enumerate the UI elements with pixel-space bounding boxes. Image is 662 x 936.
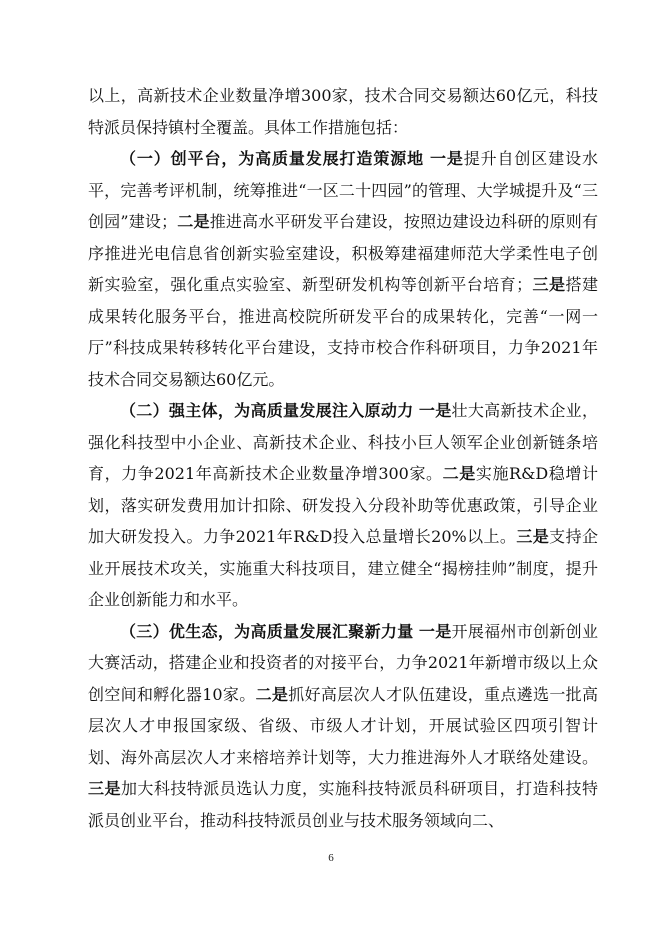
section-heading: （三）优生态，为高质量发展汇聚新力量 bbox=[120, 621, 414, 641]
intro-paragraph: 以上，高新技术企业数量净增300家，技术合同交易额达60亿元，科技特派员保持镇村全覆盖。具体工作措施包括： bbox=[88, 86, 598, 137]
point-text: 开展福州市创新创业大赛活动，搭建企业和投资者的对接平台，力争2021年新增市级以上众创空间和孵化器10家。 bbox=[88, 621, 598, 704]
point-text: 搭建成果转化服务平台，推进高校院所研发平台的成果转化，完善“一网一厅”科技成果转移转化平台建设，支持市校合作科研项目，力争2021年技术合同交易额达60亿元。 bbox=[88, 275, 598, 389]
section-heading: （一）创平台，为高质量发展打造策源地 bbox=[120, 149, 424, 168]
section-entity-paragraph bbox=[88, 395, 598, 616]
document-body bbox=[88, 80, 598, 836]
section-heading: （二）强主体，为高质量发展注入原动力 bbox=[120, 401, 414, 420]
point-text: 壮大高新技术企业，强化科技型中小企业、高新技术企业、科技小巨人领军企业创新链条培育，力争2021年高新技术企业数量净增300家。 bbox=[88, 401, 598, 483]
point-text: 推进高水平研发平台建设，按照边建设边科研的原则有序推进光电信息省创新实验室建设，积极筹建福建师范大学柔性电子创新实验室，强化重点实验室、新型研发机构等创新平台培育； bbox=[88, 212, 598, 294]
point-label: 三是 bbox=[532, 275, 566, 294]
point-label: 二是 bbox=[177, 212, 210, 231]
point-label: 三是 bbox=[88, 779, 121, 798]
section-ecology-paragraph bbox=[88, 616, 598, 837]
point-label: 二是 bbox=[255, 684, 289, 704]
point-text: 实施R&D稳增计划，落实研发费用加计扣除、研发投入分段补助等优惠政策，引导企业加大研发投入。力争2021年R&D投入总量增长20%以上。 bbox=[88, 464, 598, 546]
point-label: 一是 bbox=[429, 149, 464, 168]
point-label: 二是 bbox=[442, 464, 476, 483]
point-text: 加大科技特派员选认力度，实施科技特派员科研项目，打造科技特派员创业平台，推动科技特派员创业与技术服务领域向二、 bbox=[88, 779, 598, 830]
point-label: 三是 bbox=[516, 527, 550, 546]
section-platform-paragraph bbox=[88, 143, 598, 395]
point-text: 支持企业开展技术攻关，实施重大科技项目，建立健全“揭榜挂帅”制度，提升企业创新能力和水平。 bbox=[88, 527, 598, 609]
point-label: 一是 bbox=[418, 621, 452, 641]
point-text: 提升自创区建设水平，完善考评机制，统筹推进“一区二十四园”的管理、大学城提升及“三创园”建设； bbox=[88, 149, 598, 231]
page-number: 6 bbox=[328, 852, 334, 864]
point-label: 一是 bbox=[418, 401, 452, 420]
point-text: 抓好高层次人才队伍建设，重点遴选一批高层次人才申报国家级、省级、市级人才计划，开展试验区四项引智计划、海外高层次人才来榕培养计划等，大力推进海外人才联络处建设。 bbox=[88, 684, 598, 767]
